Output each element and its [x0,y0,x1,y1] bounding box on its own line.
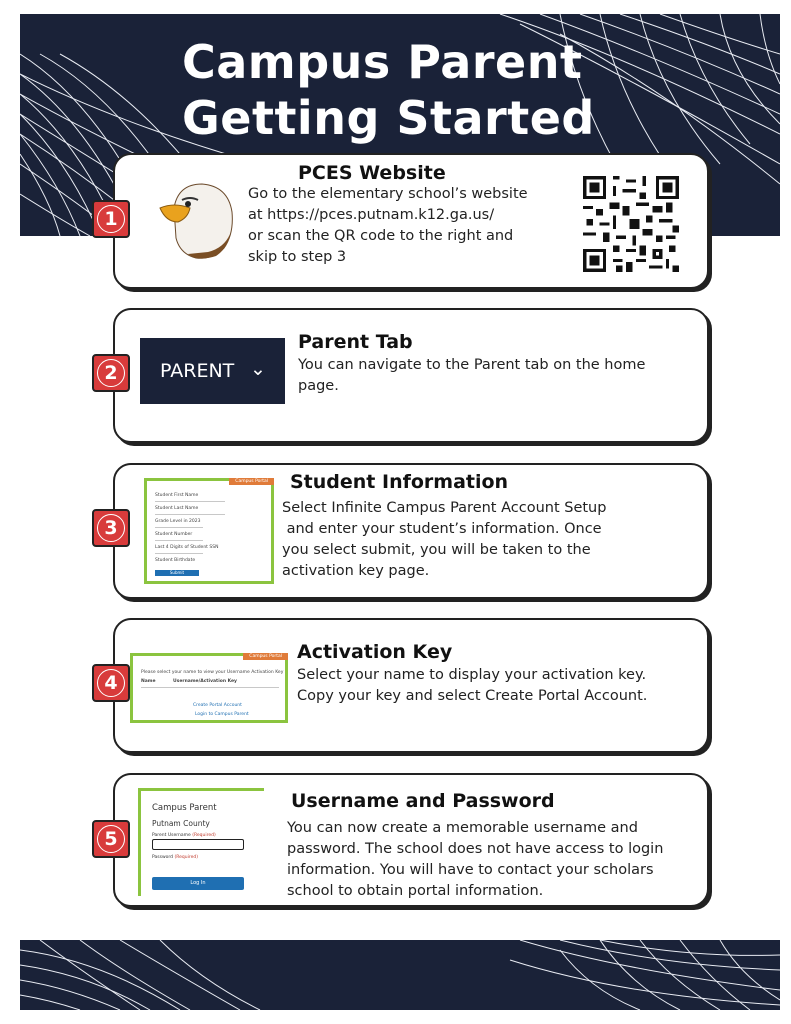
qr-code-icon[interactable] [583,176,679,272]
chevron-down-icon: ⌄ [250,358,266,380]
activation-key-screenshot: Campus Portal Please select your name to view your Username Activation Key Name Username/Activation Key Create Portal Account Login to Campus Parent [130,653,288,723]
step-1-badge: 1 [92,200,130,238]
required-marker: (Required) [174,855,199,860]
campus-parent-label: Campus Parent [152,803,217,813]
username-label: Parent Username [152,833,191,838]
parent-tab-button[interactable] [140,338,285,404]
log-in-button[interactable]: Log In [152,877,244,890]
parent-tab-label: PARENT [160,360,235,382]
step-2-badge: 2 [92,354,130,392]
submit-button[interactable]: Submit [155,570,199,576]
step-3-heading: Student Information [290,471,509,493]
step-3-badge: 3 [92,509,130,547]
step-1-heading: PCES Website [298,162,446,184]
step-2-heading: Parent Tab [298,331,413,353]
required-marker: (Required) [192,833,216,838]
step-2-text: You can navigate to the Parent tab on the home page. [298,357,646,394]
step-5-text: You can now create a memorable username and password. The school does not have access to login information. You will have to contact your scholars school to obtain portal information. [287,820,664,899]
student-info-form-screenshot: Campus Portal Student First Name Student Last Name Grade Level in 2023 Student Number Last 4 Digits of Student SSN Student Birthdate Submit [144,478,274,584]
step-4-text: Select your name to display your activation key. Copy your key and select Create Portal Account. [297,667,648,704]
eagle-mascot-icon [158,178,236,262]
step-4-heading: Activation Key [297,641,453,663]
campus-portal-tag: Campus Portal [243,653,288,660]
password-label: Password [152,855,174,860]
wave-mesh-decoration [20,940,780,1010]
step-4-badge: 4 [92,664,130,702]
username-field[interactable] [152,839,244,850]
step-3-text: Select Infinite Campus Parent Account Setup and enter your student’s information. Once you select submit, you will be taken to the activation key page. [282,500,607,579]
title-line-1: Campus Parent [182,35,583,89]
title-line-2: Getting Started [182,91,595,145]
campus-portal-tag: Campus Portal [229,478,274,485]
footer-banner [20,940,780,1010]
step-1-text: Go to the elementary school’s website at https://pces.putnam.k12.ga.us/ or scan the QR code to the right and skip to step 3 [248,186,528,265]
step-5-badge: 5 [92,820,130,858]
step-5-heading: Username and Password [291,790,555,812]
login-screenshot [138,788,264,896]
district-label: Putnam County [152,819,210,828]
page-title [182,34,702,146]
